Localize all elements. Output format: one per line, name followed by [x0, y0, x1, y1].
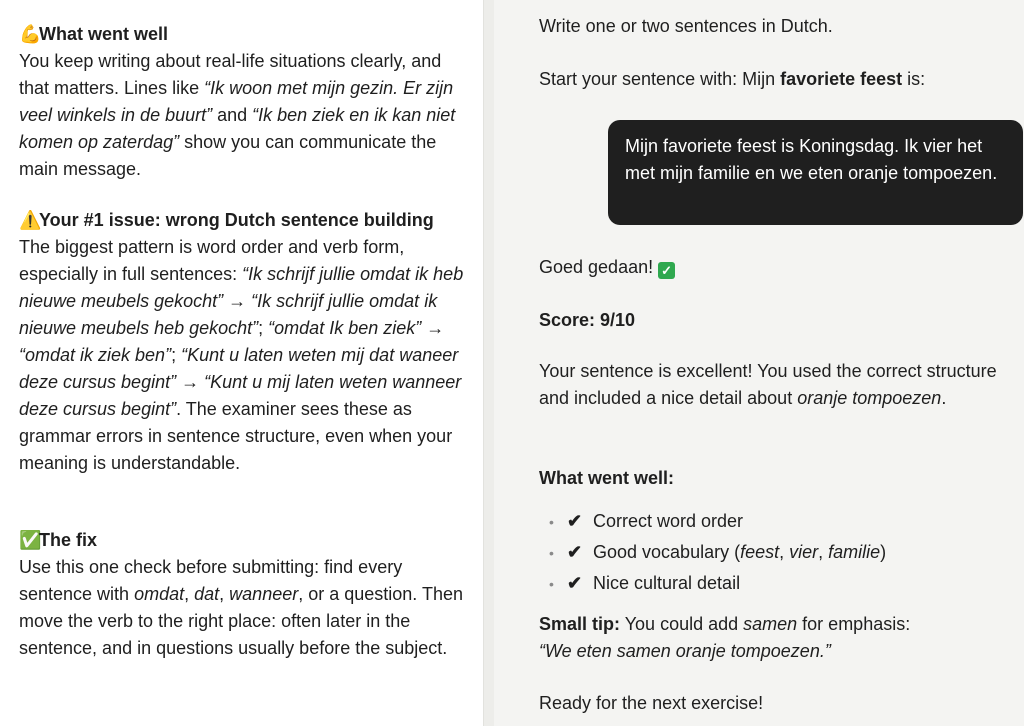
score-label: Score: 9/10 [539, 310, 636, 330]
list-item-text: Good vocabulary ( [593, 542, 741, 562]
list-item-text: Correct word order [593, 511, 744, 531]
vocab-word: familie [828, 542, 881, 562]
pane-divider[interactable] [483, 0, 494, 726]
tip-emphasis: samen [743, 614, 798, 634]
feedback-panel [0, 0, 483, 726]
check-icon: ✔ [567, 511, 583, 531]
separator: , [184, 584, 195, 604]
went-well-text: You keep writing about real-life situations clearly, and that matters. Lines like [19, 51, 442, 98]
arrow-icon: → [176, 372, 205, 392]
keyword: omdat [134, 584, 185, 604]
went-well-heading: What went well [39, 24, 169, 44]
summary-paragraph [539, 358, 1009, 412]
flexed-biceps-icon: 💪 [19, 24, 42, 44]
list-item [549, 568, 1009, 599]
went-well-heading: What went well: [539, 468, 674, 488]
good-job-text: Goed gedaan! [539, 257, 659, 277]
error-example: “Kunt u laten weten mij dat waneer deze cursus begint” [19, 345, 459, 392]
list-item-text: ) [880, 542, 887, 562]
user-message-text: Mijn favoriete feest is Koningsdag. Ik vier het met mijn familie en we eten oranje tompoezen. [625, 136, 998, 183]
issue-text: . The examiner sees these as grammar errors in sentence structure, even when your meaning is understandable. [19, 399, 453, 473]
list-item [549, 537, 1009, 568]
fix-heading: The fix [39, 530, 98, 550]
check-mark-button-icon: ✓ [658, 262, 675, 279]
separator: ; [171, 345, 182, 365]
summary-text: Your sentence is excellent! You used the correct structure and included a nice detail about [539, 361, 997, 408]
check-icon: ✔ [567, 542, 583, 562]
list-item [549, 506, 1009, 537]
separator: , [219, 584, 230, 604]
example-quote: “Ik ben ziek en ik kan niet komen op zaterdag” [19, 105, 456, 152]
tip-text: You could add [620, 614, 744, 634]
fix-section [19, 527, 474, 662]
issue-section [19, 207, 474, 477]
user-message-bubble [608, 120, 1023, 225]
starter-text: is: [902, 69, 926, 89]
starter-text: Start your sentence with: Mijn [539, 69, 781, 89]
next-exercise-text: Ready for the next exercise! [539, 693, 764, 713]
corrected-example: “omdat ik ziek ben” [19, 345, 172, 365]
list-item-text: Nice cultural detail [593, 573, 741, 593]
arrow-icon: → [223, 291, 252, 311]
fix-text: , or a question. Then move the verb to the right place: often later in the sentence, and in questions usually before the subject. [19, 584, 463, 658]
bullet-icon: • [549, 545, 554, 561]
went-well-list [549, 506, 1009, 599]
bullet-icon: • [549, 576, 554, 592]
issue-heading: Your #1 issue: wrong Dutch sentence building [39, 210, 434, 230]
vocab-word: feest [740, 542, 780, 562]
corrected-example: “Ik schrijf jullie omdat ik nieuwe meubels heb gekocht” [19, 291, 438, 338]
tip-label: Small tip: [539, 614, 621, 634]
bullet-icon: • [549, 514, 554, 530]
went-well-text: show you can communicate the main message. [19, 132, 437, 179]
tip-example: “We eten samen oranje tompoezen.” [539, 641, 831, 661]
check-icon: ✔ [567, 573, 583, 593]
separator: , [818, 542, 829, 562]
keyword: dat [194, 584, 220, 604]
vocab-word: vier [789, 542, 819, 562]
tip-paragraph [539, 611, 1009, 665]
exercise-chat-panel [494, 0, 1024, 726]
error-example: “omdat Ik ben ziek” [268, 318, 422, 338]
went-well-text: and [212, 105, 253, 125]
good-job-line [539, 254, 1009, 281]
issue-text: The biggest pattern is word order and verb form, especially in full sentences: [19, 237, 405, 284]
sentence-starter [539, 66, 1009, 93]
starter-bold: favoriete feest [780, 69, 903, 89]
arrow-icon: → [421, 318, 445, 338]
went-well-section [19, 21, 474, 183]
warning-icon: ⚠️ [19, 210, 42, 230]
tip-text: for emphasis: [797, 614, 911, 634]
fix-text: Use this one check before submitting: find every sentence with [19, 557, 403, 604]
keyword: wanneer [229, 584, 299, 604]
summary-text: . [941, 388, 947, 408]
check-mark-button-icon: ✅ [19, 530, 42, 550]
example-quote: “Ik woon met mijn gezin. Er zijn veel winkels in de buurt” [19, 78, 454, 125]
separator: ; [258, 318, 269, 338]
exercise-instruction: Write one or two sentences in Dutch. [539, 16, 833, 36]
separator: , [779, 542, 790, 562]
summary-emphasis: oranje tompoezen [797, 388, 942, 408]
corrected-example: “Kunt u mij laten weten wanneer deze cursus begint” [19, 372, 462, 419]
error-example: “Ik schrijf jullie omdat ik heb nieuwe meubels gekocht” [19, 264, 464, 311]
